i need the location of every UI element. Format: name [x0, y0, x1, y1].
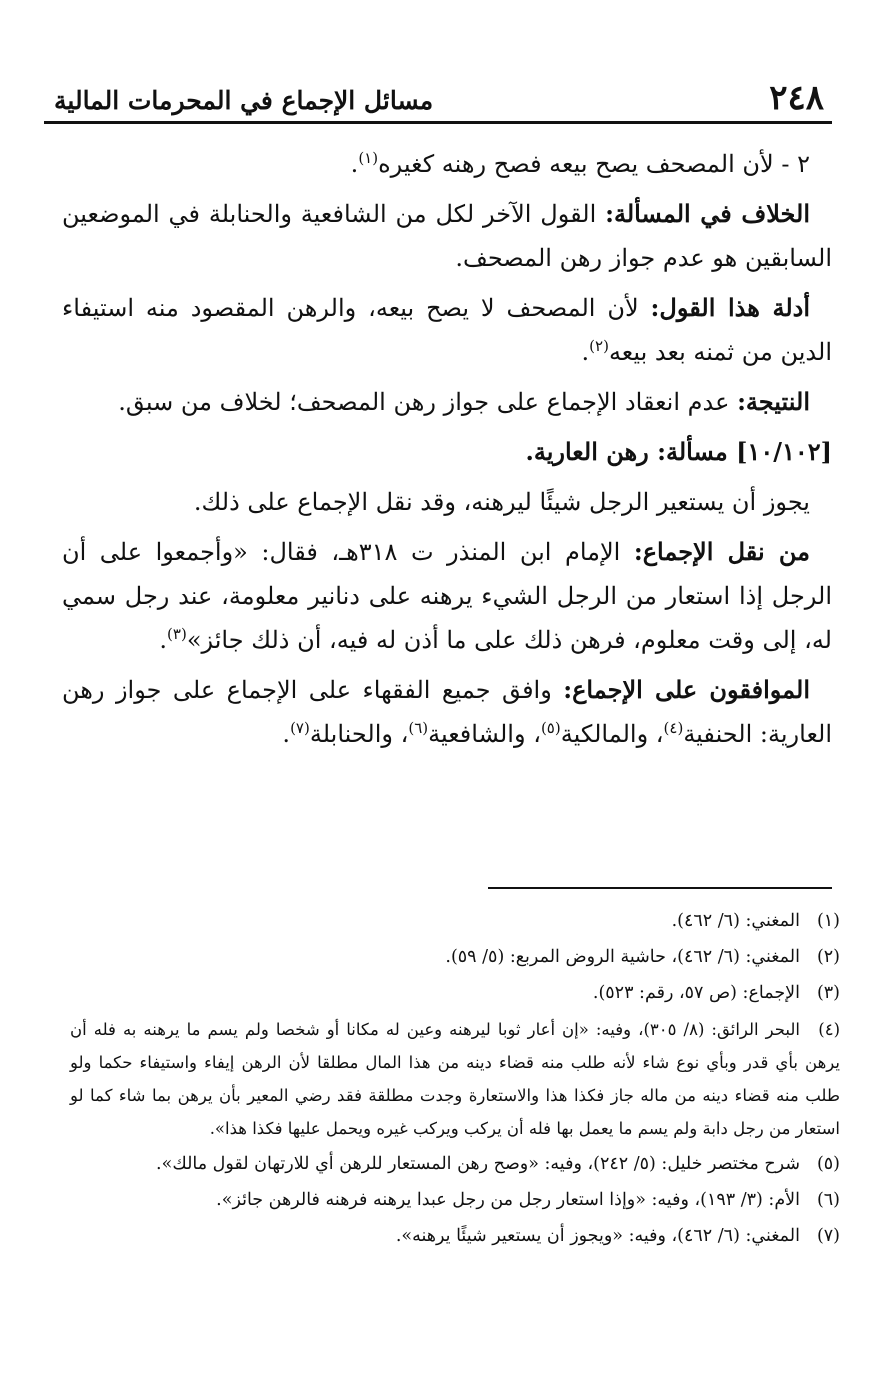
footnote-text: الأم: (٣/ ١٩٣)، وفيه: «وإذا استعار رجل من رجل عبدا يرهنه فرهنه فالرهن جائز».: [216, 1190, 800, 1210]
footnote-1: [70, 905, 840, 938]
footnote-separator: [488, 887, 832, 889]
transmission-text: الإمام ابن المنذر ت ٣١٨هـ، فقال: «وأجمعوا على أن الرجل إذا استعار من الرجل الشيء يرهنه على دنانير معلومة، عند رجل سمي له، إلى وقت معلوم، فرهن ذلك على ما أذن له فيه، أن ذلك جائز»: [62, 538, 832, 654]
transmission-label: من نقل الإجماع:: [633, 537, 810, 566]
agreement-text-c: ، والشافعية: [428, 720, 541, 748]
page-number: ٢٤٨: [769, 78, 824, 118]
issue-heading: [١٠/١٠٢] مسألة: رهن العارية.: [525, 437, 832, 466]
agreement-paragraph: [62, 668, 832, 756]
footnote-ref-1[interactable]: (١): [358, 149, 379, 167]
main-text: [62, 142, 832, 762]
dispute-paragraph: [62, 192, 832, 280]
transmission-paragraph: [62, 530, 832, 662]
footnote-ref-4[interactable]: (٤): [663, 719, 684, 737]
footnote-ref-2[interactable]: (٢): [589, 337, 609, 355]
dispute-text: القول الآخر لكل من الشافعية والحنابلة في الموضعين السابقين هو عدم جواز رهن المصحف.: [62, 200, 832, 272]
sentence-end: .: [350, 150, 359, 178]
evidence-label: أدلة هذا القول:: [650, 293, 811, 322]
page-header: [44, 78, 832, 122]
evidence-paragraph: [62, 286, 832, 374]
footnote-text: المغني: (٦/ ٤٦٢)، وفيه: «ويجوز أن يستعير شيئًا يرهنه».: [395, 1226, 800, 1246]
reason-paragraph: [62, 142, 832, 186]
footnote-text: المغني: (٦/ ٤٦٢).: [671, 911, 800, 931]
sentence-end: .: [581, 338, 590, 366]
footnote-number: (٤): [818, 1020, 841, 1039]
footnote-3: [70, 977, 840, 1010]
footnote-text: المغني: (٦/ ٤٦٢)، حاشية الروض المربع: (٥/ ٥٩).: [445, 947, 800, 967]
footnote-5: [70, 1148, 840, 1181]
footnote-7: [70, 1220, 840, 1253]
sentence-end: .: [282, 720, 291, 748]
footnotes: [70, 905, 840, 1256]
footnote-number: (١): [816, 911, 840, 931]
footnote-4: [70, 1013, 840, 1145]
result-text: عدم انعقاد الإجماع على جواز رهن المصحف؛ لخلاف من سبق.: [118, 388, 738, 416]
reason-text: ٢ - لأن المصحف يصح بيعه فصح رهنه كغيره: [378, 150, 810, 178]
footnote-number: (٧): [816, 1226, 840, 1246]
footnote-6: [70, 1184, 840, 1217]
agreement-label: الموافقون على الإجماع:: [563, 675, 810, 704]
footnote-number: (٣): [816, 983, 840, 1003]
footnote-number: (٦): [816, 1190, 840, 1210]
footnote-number: (٢): [816, 947, 840, 967]
agreement-text-d: ، والحنابلة: [309, 720, 409, 748]
footnote-text: البحر الرائق: (٨/ ٣٠٥)، وفيه: «إن أعار ثوبا ليرهنه وعين له مكانا أو شخصا ولم يسم ما يرهنه به فله أن يرهن بأي قدر وبأي نوع شاء لأنه طلب منه قضاء دينه من هذا المال مطلقا لأن الرهن إيفاء واستيفاء حكما ولو طلب منه قضاء دينه من ماله جاز فكذا هذا والاستعارة وجدت مطلقة فقد رضي المعير بأن يرهن بما شاء كما لو استعار من رجل دابة ولم يسم ما يعمل بها فله أن يركب ويركب غيره ويحمل عليها فكذا هذا».: [70, 1020, 840, 1138]
dispute-label: الخلاف في المسألة:: [605, 199, 810, 228]
agreement-text-a: وافق جميع الفقهاء على الإجماع على جواز رهن العارية: الحنفية: [62, 676, 832, 748]
header-rule: [44, 121, 832, 124]
footnote-text: الإجماع: (ص ٥٧، رقم: ٥٢٣).: [592, 983, 800, 1003]
evidence-text: لأن المصحف لا يصح بيعه، والرهن المقصود منه استيفاء الدين من ثمنه بعد بيعه: [62, 294, 832, 366]
footnote-ref-5[interactable]: (٥): [540, 719, 561, 737]
footnote-2: [70, 941, 840, 974]
sentence-end: .: [159, 626, 168, 654]
footnote-ref-3[interactable]: (٣): [167, 625, 187, 643]
issue-intro: يجوز أن يستعير الرجل شيئًا ليرهنه، وقد نقل الإجماع على ذلك.: [193, 488, 810, 516]
running-title: مسائل الإجماع في المحرمات المالية: [54, 86, 434, 115]
result-label: النتيجة:: [737, 387, 810, 416]
footnote-text: شرح مختصر خليل: (٥/ ٢٤٢)، وفيه: «وصح رهن المستعار للرهن أي للارتهان لقول مالك».: [156, 1154, 800, 1174]
footnote-ref-6[interactable]: (٦): [408, 719, 429, 737]
agreement-text-b: ، والمالكية: [560, 720, 664, 748]
footnote-number: (٥): [816, 1154, 840, 1174]
result-paragraph: [62, 380, 832, 424]
footnote-ref-7[interactable]: (٧): [290, 719, 310, 737]
